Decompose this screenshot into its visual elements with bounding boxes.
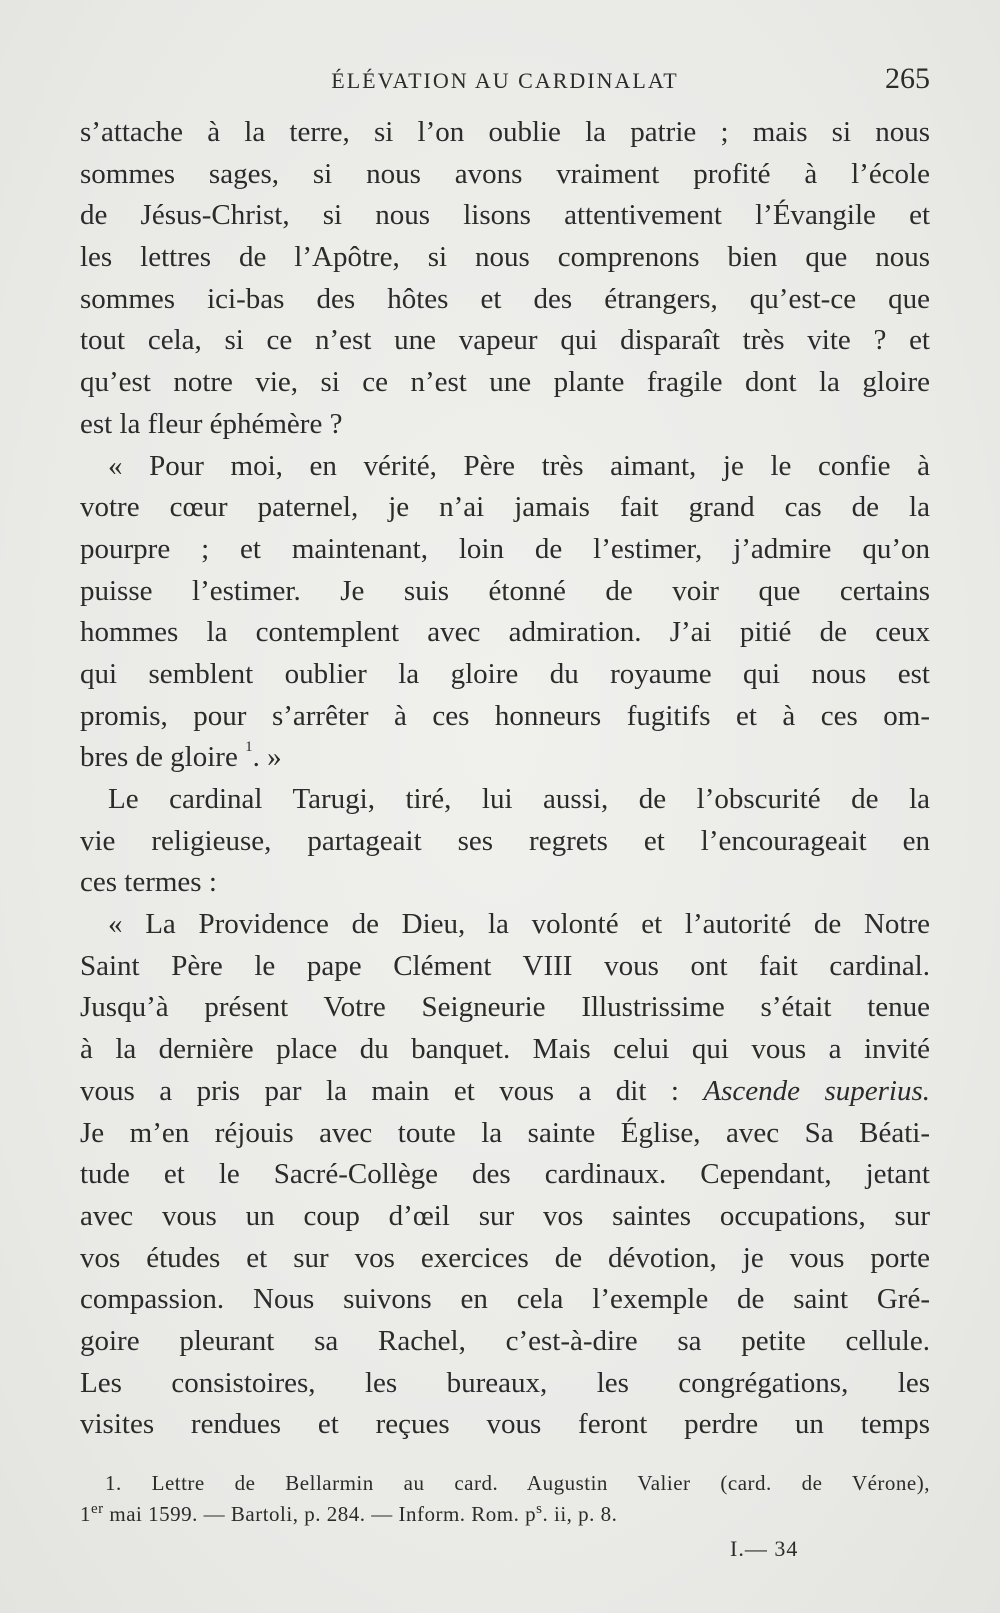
text-line: avec vous un coup d’œil sur vos saintes occupations, sur <box>80 1199 930 1232</box>
text-line: Jusqu’à présent Votre Seigneurie Illustrissime s’était tenue <box>80 991 930 1024</box>
text-line: « La Providence de Dieu, la volonté et l’autorité de Notre <box>108 908 930 941</box>
running-head <box>80 62 930 102</box>
text-line: « Pour moi, en vérité, Père très aimant, je le confie à <box>108 449 930 482</box>
running-title: ÉLÉVATION AU CARDINALAT <box>331 68 679 93</box>
text-line: qui semblent oublier la gloire du royaume qui nous est <box>80 657 930 690</box>
text-line: votre cœur paternel, je n’ai jamais fait grand cas de la <box>80 491 930 524</box>
text-fragment: mai 1599. — Bartoli, p. 284. — Inform. Rom. p <box>103 1502 537 1526</box>
text-line: ces termes : <box>80 866 217 899</box>
abbrev-superscript: s <box>536 1501 543 1517</box>
text-line: vos études et sur vos exercices de dévotion, je vous porte <box>80 1241 930 1274</box>
text-line: visites rendues et reçues vous feront perdre un temps <box>80 1408 930 1441</box>
text-fragment: . ii, p. 8. <box>542 1502 618 1526</box>
text-line: tout cela, si ce n’est une vapeur qui disparaît très vite ? et <box>80 324 930 357</box>
text-fragment: bres de gloire <box>80 741 238 774</box>
text-line: qu’est notre vie, si ce n’est une plante fragile dont la gloire <box>80 366 930 399</box>
text-line: promis, pour s’arrêter à ces honneurs fugitifs et à ces om- <box>80 699 930 732</box>
text-line: s’attache à la terre, si l’on oublie la patrie ; mais si nous <box>80 116 930 148</box>
text-line: Je m’en réjouis avec toute la sainte Église, avec Sa Béati- <box>80 1116 930 1149</box>
body-text <box>80 112 930 1446</box>
text-line: à la dernière place du banquet. Mais celui qui vous a invité <box>80 1033 930 1066</box>
text-line: sommes ici-bas des hôtes et des étrangers, qu’est-ce que <box>80 282 930 315</box>
text-line: les lettres de l’Apôtre, si nous comprenons bien que nous <box>80 241 930 274</box>
text-fragment: vous a pris par la main et vous a dit : <box>80 1074 679 1107</box>
text-line: tude et le Sacré-Collège des cardinaux. Cependant, jetant <box>80 1158 930 1191</box>
text-line: compassion. Nous suivons en cela l’exemple de saint Gré- <box>80 1283 930 1316</box>
text-line: sommes sages, si nous avons vraiment profité à l’école <box>80 157 930 190</box>
text-fragment: 1 <box>80 1502 91 1526</box>
signature-mark: I.— 34 <box>730 1536 799 1561</box>
text-line: est la fleur éphémère ? <box>80 407 343 440</box>
text-line: vie religieuse, partageait ses regrets et l’encourageait en <box>80 824 930 857</box>
text-fragment: . » <box>252 741 282 774</box>
footnotes <box>80 1468 930 1530</box>
footnote-reference: 1 <box>245 739 253 756</box>
latin-quotation: Ascende superius. <box>703 1074 931 1107</box>
text-line: Saint Père le pape Clément VIII vous ont fait cardinal. <box>80 949 930 982</box>
footnote-line: 1. Lettre de Bellarmin au card. Augustin Valier (card. de Vérone), <box>105 1471 930 1495</box>
text-line: hommes la contemplent avec admiration. J’ai pitié de ceux <box>80 616 930 649</box>
page-number: 265 <box>885 62 930 95</box>
text-line: pourpre ; et maintenant, loin de l’estimer, j’admire qu’on <box>80 532 930 565</box>
footnote-line <box>80 1499 930 1530</box>
text-line: Les consistoires, les bureaux, les congrégations, les <box>80 1366 930 1399</box>
text-line: puisse l’estimer. Je suis étonné de voir que certains <box>80 574 930 607</box>
text-line: Le cardinal Tarugi, tiré, lui aussi, de l’obscurité de la <box>108 783 930 815</box>
text-line <box>80 1071 930 1113</box>
text-line: goire pleurant sa Rachel, c’est-à-dire sa petite cellule. <box>80 1324 930 1357</box>
text-line: de Jésus-Christ, si nous lisons attentivement l’Évangile et <box>80 199 930 232</box>
ordinal-superscript: er <box>91 1501 104 1517</box>
text-line <box>80 737 930 779</box>
